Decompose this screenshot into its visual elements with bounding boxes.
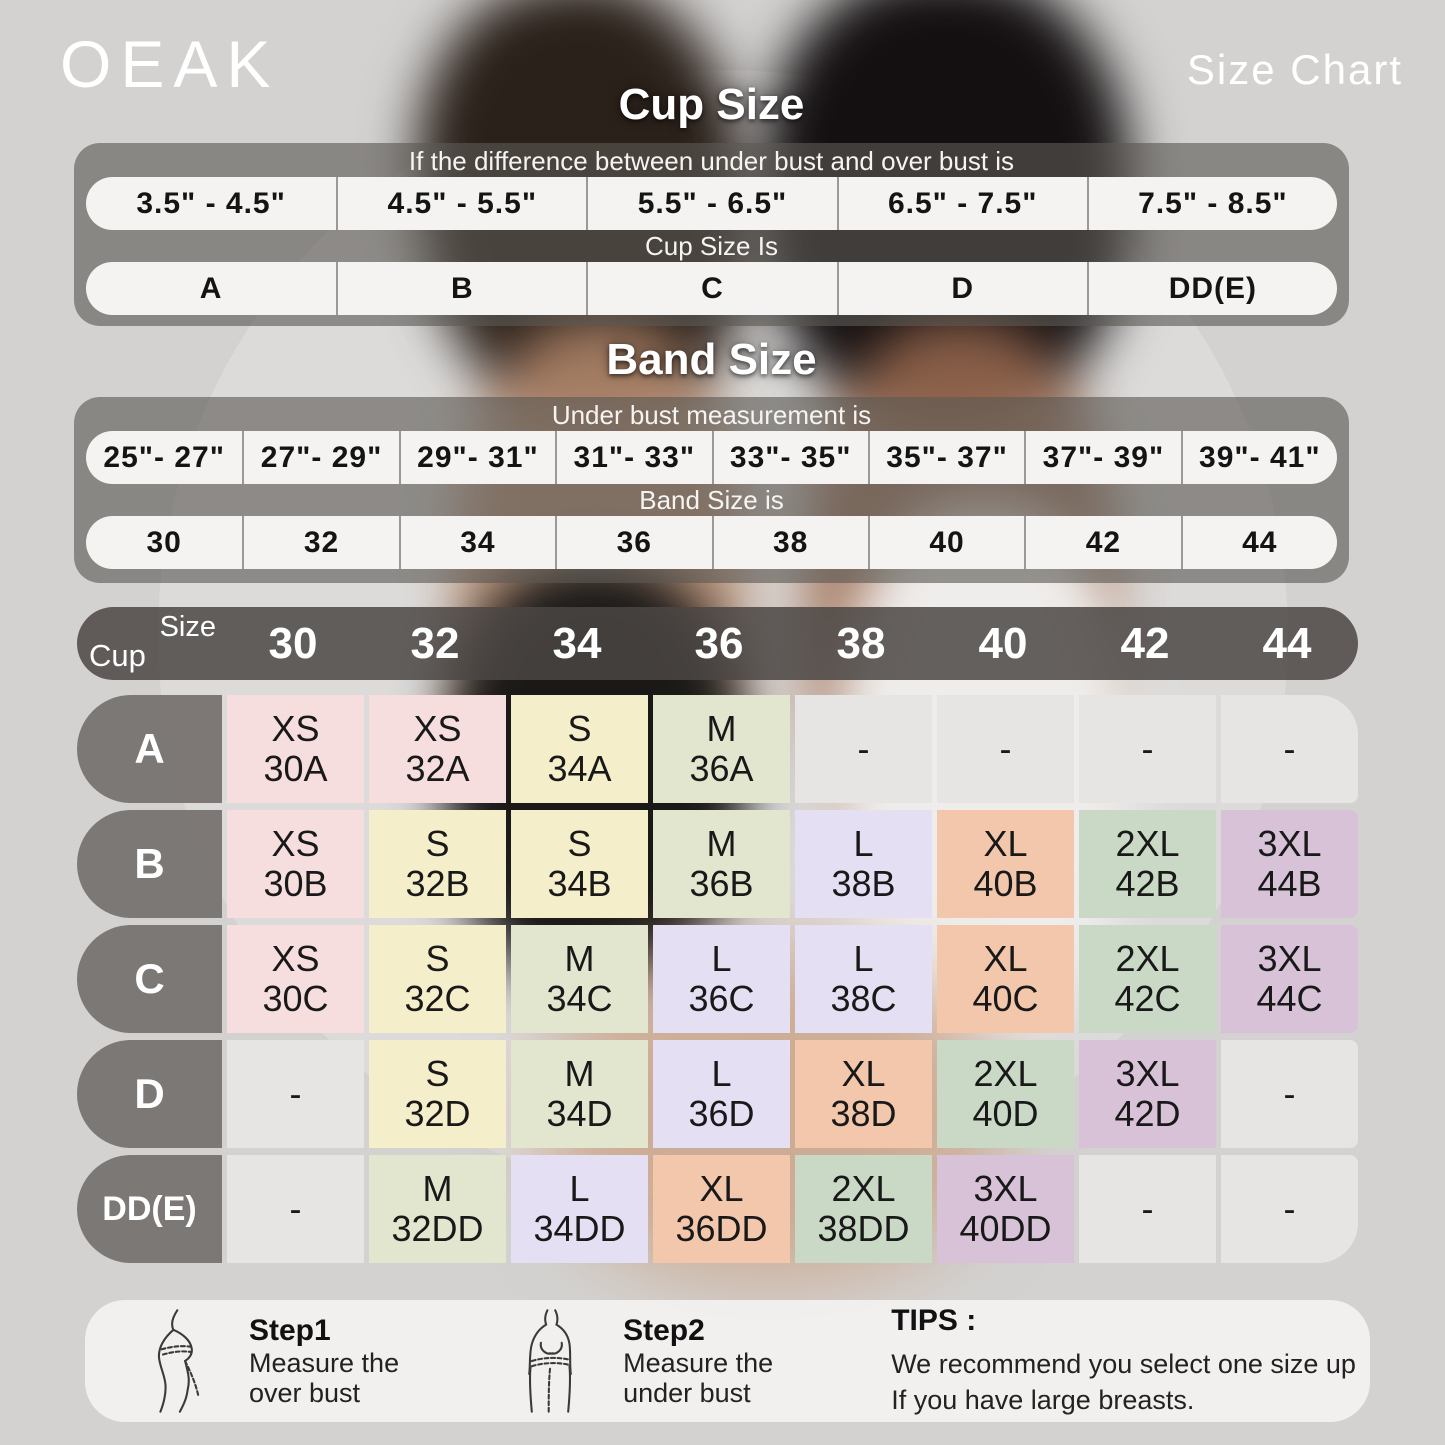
page-title: Size Chart — [1186, 46, 1403, 93]
band-value-cell: 32 — [242, 516, 398, 569]
size-cell: 2XL 42B — [1079, 810, 1216, 918]
size-cell: - — [1079, 695, 1216, 803]
size-cell: M 32DD — [369, 1155, 506, 1263]
size-cell: S 34A — [511, 695, 648, 803]
band-range-cell: 37"- 39" — [1024, 431, 1180, 484]
size-cell: S 32D — [369, 1040, 506, 1148]
size-matrix-header — [77, 607, 1358, 680]
size-cell: L 36D — [653, 1040, 790, 1148]
matrix-column-header: 34 — [552, 618, 602, 668]
band-range-cell: 29"- 31" — [399, 431, 555, 484]
underbust-measure-icon — [511, 1309, 589, 1413]
band-value-cell: 40 — [868, 516, 1024, 569]
band-value-row — [86, 516, 1337, 569]
size-cell: M 34C — [511, 925, 648, 1033]
step1-label: Step1 — [249, 1313, 331, 1347]
size-cell: - — [227, 1040, 364, 1148]
size-cell: XL 40B — [937, 810, 1074, 918]
band-range-cell: 35"- 37" — [868, 431, 1024, 484]
size-cell: - — [795, 695, 932, 803]
cup-value-cell: C — [586, 262, 836, 315]
size-cell: 3XL 40DD — [937, 1155, 1074, 1263]
matrix-row-d — [77, 1040, 1358, 1148]
cup-size-title: Cup Size — [618, 80, 805, 129]
tips-line1: We recommend you select one size up — [891, 1348, 1356, 1379]
band-range-row — [86, 431, 1337, 484]
band-size-title: Band Size — [606, 335, 817, 384]
band-range-cell: 33"- 35" — [712, 431, 868, 484]
cup-condition-label: If the difference between under bust and over bust is — [408, 146, 1015, 176]
band-range-cell: 25"- 27" — [103, 440, 225, 474]
step2-text — [623, 1314, 773, 1408]
size-cell: S 32C — [369, 925, 506, 1033]
matrix-column-header: 44 — [1262, 618, 1312, 668]
measure-guide-bar — [85, 1300, 1370, 1422]
band-value-cell: 44 — [1181, 516, 1337, 569]
size-cell: 3XL 42D — [1079, 1040, 1216, 1148]
matrix-corner-cup-label: Cup — [89, 638, 146, 673]
band-condition-label: Under bust measurement is — [551, 400, 872, 430]
row-label-cup-c: C — [77, 925, 222, 1033]
size-cell: - — [937, 695, 1074, 803]
row-label-cup-dd: DD(E) — [77, 1155, 222, 1263]
matrix-column-header: 32 — [410, 618, 460, 668]
size-cell: L 36C — [653, 925, 790, 1033]
row-label-cup-d: D — [77, 1040, 222, 1148]
cup-value-row — [86, 262, 1337, 315]
band-value-cell: 34 — [399, 516, 555, 569]
tips-line2: If you have large breasts. — [891, 1385, 1195, 1415]
cup-range-cell: 6.5" - 7.5" — [837, 177, 1087, 230]
size-cell: XS 30B — [227, 810, 364, 918]
cup-range-cell: 5.5" - 6.5" — [586, 177, 836, 230]
matrix-column-header: 42 — [1120, 618, 1170, 668]
size-cell: M 36B — [653, 810, 790, 918]
size-cell: M 36A — [653, 695, 790, 803]
matrix-corner-size-label: Size — [159, 611, 216, 643]
matrix-row-b — [77, 810, 1358, 918]
band-value-cell: 42 — [1024, 516, 1180, 569]
size-cell: 2XL 42C — [1079, 925, 1216, 1033]
cup-range-cell: 4.5" - 5.5" — [336, 177, 586, 230]
size-cell: XL 36DD — [653, 1155, 790, 1263]
cup-result-label: Cup Size Is — [645, 231, 778, 261]
brand-logo: OEAK — [60, 27, 280, 101]
cup-range-cell: 7.5" - 8.5" — [1087, 177, 1337, 230]
size-cell: 3XL 44C — [1221, 925, 1358, 1033]
cup-value-cell: DD(E) — [1087, 262, 1337, 315]
band-result-label: Band Size is — [639, 485, 784, 515]
tips-label: TIPS : — [891, 1303, 977, 1337]
band-range-cell: 31"- 33" — [555, 431, 711, 484]
size-cell: M 34D — [511, 1040, 648, 1148]
size-cell: XS 30C — [227, 925, 364, 1033]
row-label-cup-b: B — [77, 810, 222, 918]
step1-line2: over bust — [249, 1378, 361, 1408]
tips-block — [891, 1304, 1356, 1419]
matrix-column-header: 36 — [694, 618, 744, 668]
cup-value-cell: B — [336, 262, 586, 315]
size-cell: S 32B — [369, 810, 506, 918]
matrix-column-header: 30 — [268, 618, 318, 668]
step2-label: Step2 — [623, 1313, 705, 1347]
matrix-corner-cell — [77, 607, 222, 680]
matrix-row-dd — [77, 1155, 1358, 1263]
step2-line1: Measure the — [623, 1347, 774, 1378]
band-value-cell: 36 — [555, 516, 711, 569]
size-cell: L 34DD — [511, 1155, 648, 1263]
size-cell: 3XL 44B — [1221, 810, 1358, 918]
step1-text — [249, 1314, 399, 1408]
cup-range-row — [86, 177, 1337, 230]
cup-range-cell: 3.5" - 4.5" — [136, 186, 286, 220]
size-cell: - — [227, 1155, 364, 1263]
size-cell: L 38B — [795, 810, 932, 918]
size-cell: - — [1221, 1155, 1358, 1263]
size-cell: - — [1221, 1040, 1358, 1148]
band-size-panel — [74, 397, 1349, 583]
matrix-row-a — [77, 695, 1358, 803]
size-cell: XS 30A — [227, 695, 364, 803]
row-label-cup-a: A — [77, 695, 222, 803]
size-cell: S 34B — [511, 810, 648, 918]
size-cell: - — [1079, 1155, 1216, 1263]
size-cell: XS 32A — [369, 695, 506, 803]
size-cell: - — [1221, 695, 1358, 803]
size-cell: 2XL 38DD — [795, 1155, 932, 1263]
cup-value-cell: A — [199, 271, 223, 305]
cup-size-panel — [74, 143, 1349, 326]
matrix-row-c — [77, 925, 1358, 1033]
size-cell: XL 38D — [795, 1040, 932, 1148]
matrix-column-header: 40 — [978, 618, 1028, 668]
band-value-cell: 38 — [712, 516, 868, 569]
band-range-cell: 39"- 41" — [1181, 431, 1337, 484]
overbust-measure-icon — [137, 1309, 215, 1413]
band-range-cell: 27"- 29" — [242, 431, 398, 484]
step1-line1: Measure the — [249, 1347, 400, 1378]
size-cell: L 38C — [795, 925, 932, 1033]
cup-value-cell: D — [837, 262, 1087, 315]
size-cell: XL 40C — [937, 925, 1074, 1033]
step2-line2: under bust — [623, 1378, 751, 1408]
size-cell: 2XL 40D — [937, 1040, 1074, 1148]
band-value-cell: 30 — [146, 525, 182, 559]
matrix-column-header: 38 — [836, 618, 886, 668]
